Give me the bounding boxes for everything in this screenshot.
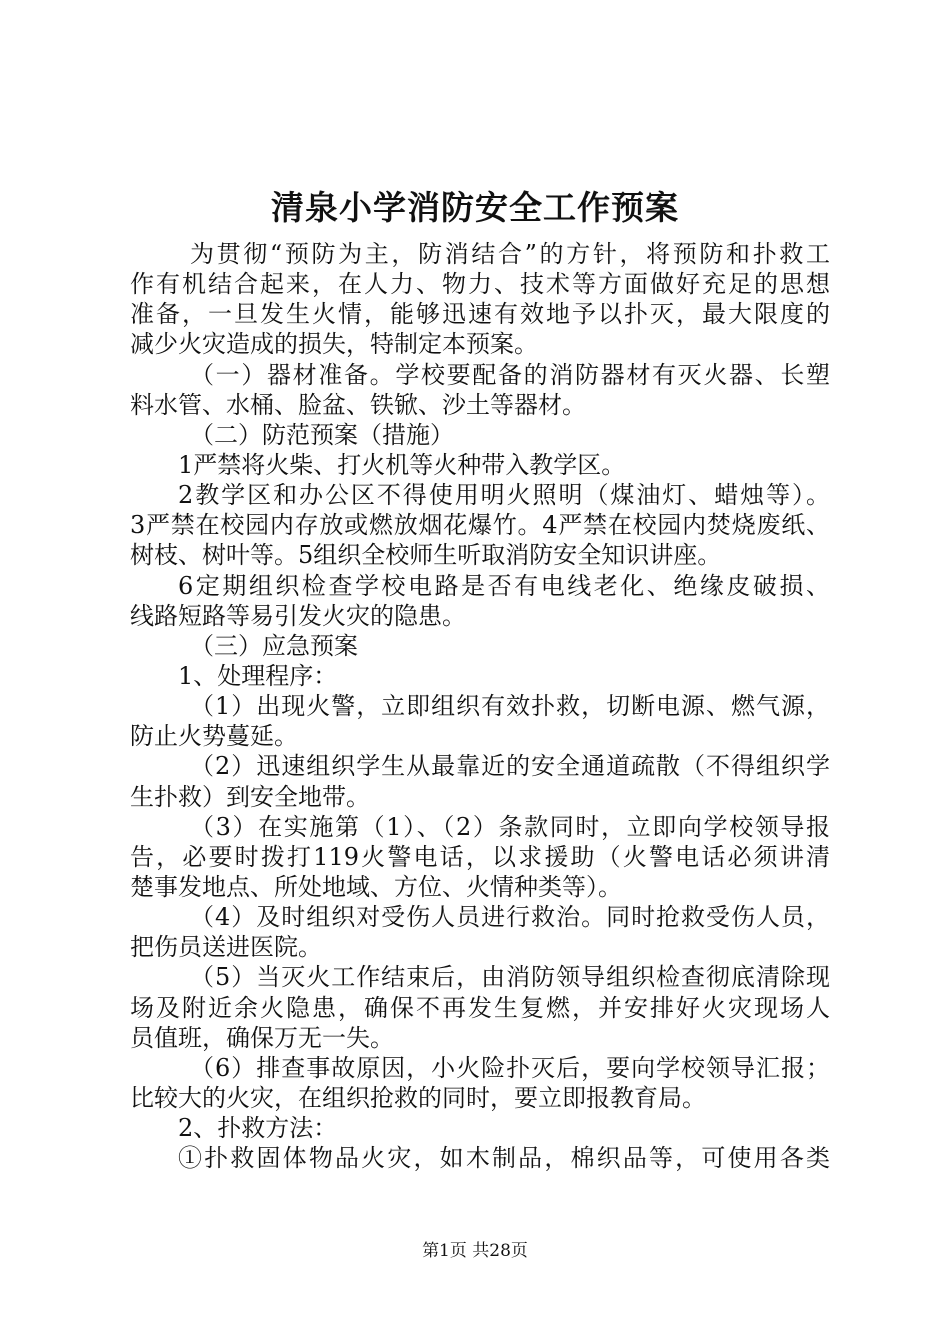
text-line: （3）在实施第（1）、（2）条款同时，立即向学校领导报 bbox=[190, 812, 830, 841]
text-line: 楚事发地点、所处地域、方位、火情种类等）。 bbox=[130, 872, 622, 901]
text-line: 比较大的火灾，在组织抢救的同时，要立即报教育局。 bbox=[130, 1083, 706, 1112]
text-line: 料水管、水桶、脸盆、铁锨、沙土等器材。 bbox=[130, 390, 586, 419]
text-line: 2教学区和办公区不得使用明火照明（煤油灯、蜡烛等）。 bbox=[178, 481, 830, 510]
text-line: （二）防范预案（措施） bbox=[190, 420, 454, 449]
text-line: 线路短路等易引发火灾的隐患。 bbox=[130, 601, 466, 630]
text-line: （三）应急预案 bbox=[190, 631, 358, 660]
text-line: 3严禁在校园内存放或燃放烟花爆竹。4严禁在校园内焚烧废纸、 bbox=[130, 511, 830, 540]
text-line: 树枝、树叶等。5组织全校师生听取消防安全知识讲座。 bbox=[130, 541, 722, 570]
text-line: 为贯彻“预防为主，防消结合”的方针，将预防和扑救工 bbox=[190, 240, 830, 268]
document-title: 清泉小学消防安全工作预案 bbox=[271, 188, 679, 227]
text-line: （2）迅速组织学生从最靠近的安全通道疏散（不得组织学 bbox=[190, 752, 830, 781]
text-line: 1严禁将火柴、打火机等火种带入教学区。 bbox=[178, 450, 626, 479]
text-line: ①扑救固体物品火灾，如木制品，棉织品等，可使用各类 bbox=[178, 1144, 830, 1173]
text-line: 作有机结合起来，在人力、物力、技术等方面做好充足的思想 bbox=[130, 270, 830, 299]
page-footer: 第1页 共28页 bbox=[422, 1241, 528, 1261]
text-line: 员值班，确保万无一失。 bbox=[130, 1023, 394, 1052]
document-body bbox=[130, 239, 830, 1173]
text-line: 场及附近余火隐患，确保不再发生复燃，并安排好火灾现场人 bbox=[130, 993, 830, 1022]
text-line: 把伤员送进医院。 bbox=[130, 933, 322, 962]
text-line: 减少火灾造成的损失，特制定本预案。 bbox=[130, 330, 538, 359]
text-line: 防止火势蔓延。 bbox=[130, 722, 298, 751]
text-line: 准备，一旦发生火情，能够迅速有效地予以扑灭，最大限度的 bbox=[130, 300, 830, 329]
text-line: 2、扑救方法： bbox=[178, 1114, 338, 1143]
text-line: 1、处理程序： bbox=[178, 661, 338, 690]
text-line: （1）出现火警，立即组织有效扑救，切断电源、燃气源， bbox=[190, 692, 830, 721]
text-line: （5）当灭火工作结束后，由消防领导组织检查彻底清除现 bbox=[190, 963, 830, 992]
text-line: 6定期组织检查学校电路是否有电线老化、绝缘皮破损、 bbox=[178, 571, 830, 600]
text-line: （4）及时组织对受伤人员进行救治。同时抢救受伤人员， bbox=[190, 903, 830, 932]
text-line: （一）器材准备。学校要配备的消防器材有灭火器、长塑 bbox=[190, 360, 830, 389]
text-line: 告，必要时拨打119火警电话，以求援助（火警电话必须讲清 bbox=[130, 842, 830, 871]
text-line: （6）排查事故原因，小火险扑灭后，要向学校领导汇报； bbox=[190, 1053, 830, 1082]
text-line: 生扑救）到安全地带。 bbox=[130, 782, 370, 811]
